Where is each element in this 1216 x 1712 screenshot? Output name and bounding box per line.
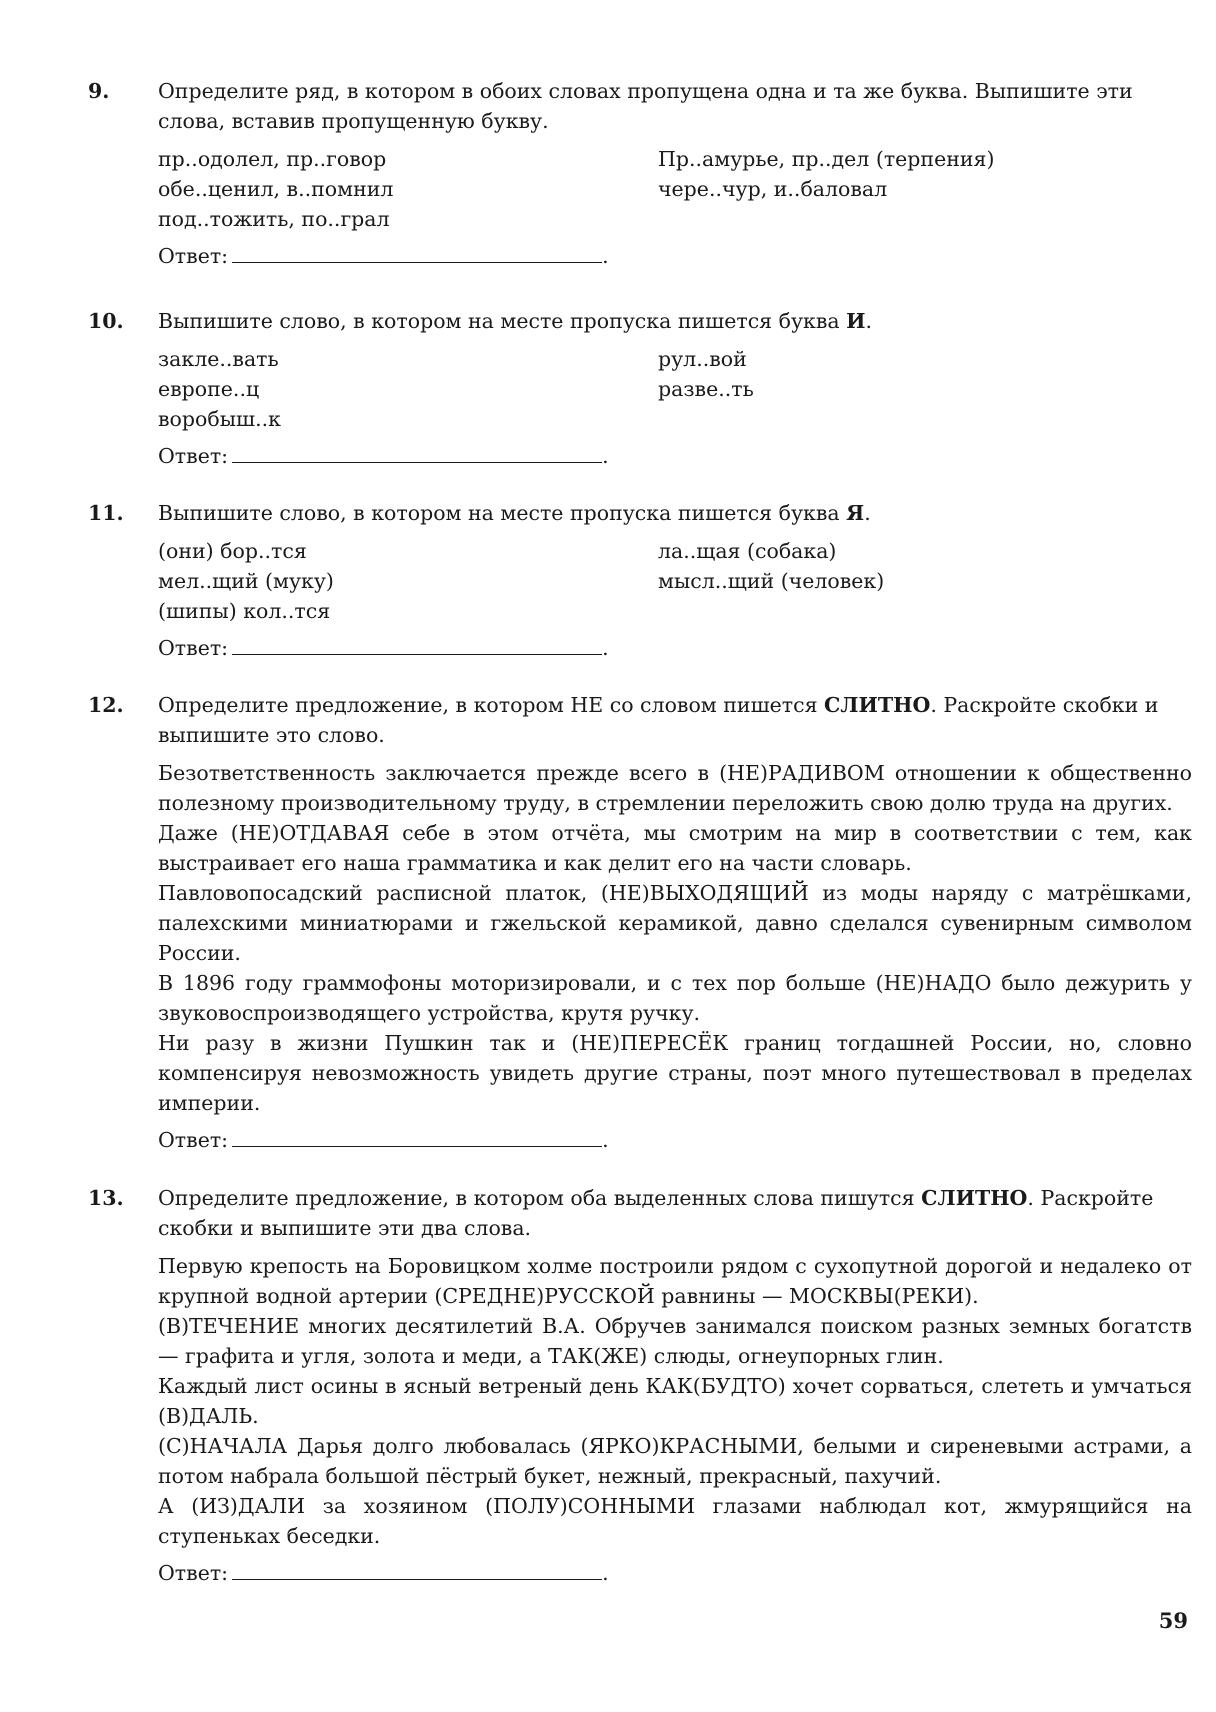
answer-label: Ответ: [158,1561,229,1585]
option-list [158,344,1192,434]
option-list [158,536,1192,626]
sentence: Ни разу в жизни Пушкин так и (НЕ)ПЕРЕСЁК границ тогдашней России, но, словно компенсируя невозможность увидеть другие страны, поэт много путешествовал в пределах империи. [158,1031,1192,1115]
option-item: под..тожить, по..грал [158,207,390,231]
task-11 [88,498,1192,663]
option-list [158,144,1192,234]
task-number: 9. [88,79,110,103]
task-question [158,498,1192,528]
option-item: пр..одолел, пр..говор [158,147,387,171]
answer-row: Ответ: . [158,440,1192,471]
question-text: . [864,501,871,525]
sentence: (В)ТЕЧЕНИЕ многих десятилетий В.А. Обручев занимался поиском разных земных богатств — графита и угля, золота и меди, а ТАК(ЖЕ) слюды, огнеупорных глин. [158,1314,1192,1368]
task-question [158,690,1192,750]
answer-label: Ответ: [158,244,229,268]
question-text: . Раскройте скобки и выпишите это слово. [158,693,1159,747]
sentence: В 1896 году граммофоны моторизировали, и с тех пор больше (НЕ)НАДО было дежурить у звуковоспроизводящего устройства, крутя ручку. [158,971,1192,1025]
page-number: 59 [1158,1608,1188,1633]
task-question: Определите ряд, в котором в обоих словах пропущена одна и та же буква. Выпишите эти слова, вставив пропущенную букву. [158,79,1133,133]
question-text: . Раскройте скобки и выпишите эти два слова. [158,1186,1154,1240]
sentence-list [158,758,1192,1118]
task-number: 10. [88,309,124,333]
task-12 [88,690,1192,1155]
answer-field[interactable] [232,632,602,655]
answer-field[interactable] [232,1124,602,1147]
task-number: 12. [88,693,124,717]
option-item: европе..ц [158,377,260,401]
question-emphasis: И [846,309,866,333]
question-emphasis: Я [846,501,865,525]
answer-label: Ответ: [158,1128,229,1152]
option-item: обе..ценил, в..помнил [158,177,394,201]
answer-field[interactable] [232,440,602,463]
answer-row: Ответ: . [158,1557,1192,1588]
option-item: разве..ть [658,377,754,401]
option-item: Пр..амурье, пр..дел (терпения) [658,147,995,171]
option-item: рул..вой [658,347,747,371]
question-text: . [865,309,873,333]
answer-row: Ответ: . [158,632,1192,663]
task-13 [88,1183,1192,1588]
option-item: ла..щая (собака) [658,539,837,563]
task-10 [88,306,1192,471]
question-emphasis: СЛИТНО [921,1186,1028,1210]
option-item: закле..вать [158,347,279,371]
task-question [158,306,1192,336]
option-item: чере..чур, и..баловал [658,177,888,201]
answer-field[interactable] [232,240,602,263]
task-number: 11. [88,501,124,525]
sentence: Первую крепость на Боровицком холме построили рядом с сухопутной дорогой и недалеко от крупной водной артерии (СРЕДНЕ)РУССКОЙ равнины — МОСКВЫ(РЕКИ). [158,1254,1192,1308]
question-text: Определите предложение, в котором оба выделенных слова пишутся [158,1186,922,1210]
task-question [158,1183,1192,1243]
question-text: Выпишите слово, в котором на месте пропуска пишется буква [158,309,847,333]
option-item: мел..щий (муку) [158,569,334,593]
task-9 [88,76,1192,271]
sentence: (С)НАЧАЛА Дарья долго любовалась (ЯРКО)КРАСНЫМИ, белыми и сиреневыми астрами, а потом набрала большой пёстрый букет, нежный, прекрасный, пахучий. [158,1434,1192,1488]
sentence: Каждый лист осины в ясный ветреный день КАК(БУДТО) хочет сорваться, слететь и умчаться (В)ДАЛЬ. [158,1374,1192,1428]
answer-row: Ответ: . [158,240,1192,271]
question-text: Определите предложение, в котором НЕ со словом пишется [158,693,825,717]
option-item: (шипы) кол..тся [158,599,331,623]
question-text: Выпишите слово, в котором на месте пропуска пишется буква [158,501,847,525]
question-emphasis: СЛИТНО [824,693,931,717]
answer-label: Ответ: [158,636,229,660]
option-item: воробыш..к [158,407,281,431]
sentence: Безответственность заключается прежде всего в (НЕ)РАДИВОМ отношении к общественно полезному производительному труду, в стремлении переложить свою долю труда на других. [158,761,1192,815]
task-number: 13. [88,1186,124,1210]
option-item: (они) бор..тся [158,539,307,563]
sentence: Даже (НЕ)ОТДАВАЯ себе в этом отчёта, мы смотрим на мир в соответствии с тем, как выстраивает его наша грамматика и как делит его на части словарь. [158,821,1192,875]
option-item: мысл..щий (человек) [658,569,885,593]
answer-field[interactable] [232,1557,602,1580]
answer-label: Ответ: [158,444,229,468]
sentence: Павловопосадский расписной платок, (НЕ)ВЫХОДЯЩИЙ из моды наряду с матрёшками, палехскими миниатюрами и гжельской керамикой, давно сделался сувенирным символом России. [158,881,1192,965]
sentence: А (ИЗ)ДАЛИ за хозяином (ПОЛУ)СОННЫМИ глазами наблюдал кот, жмурящийся на ступеньках беседки. [158,1494,1192,1548]
answer-row: Ответ: . [158,1124,1192,1155]
sentence-list [158,1251,1192,1551]
